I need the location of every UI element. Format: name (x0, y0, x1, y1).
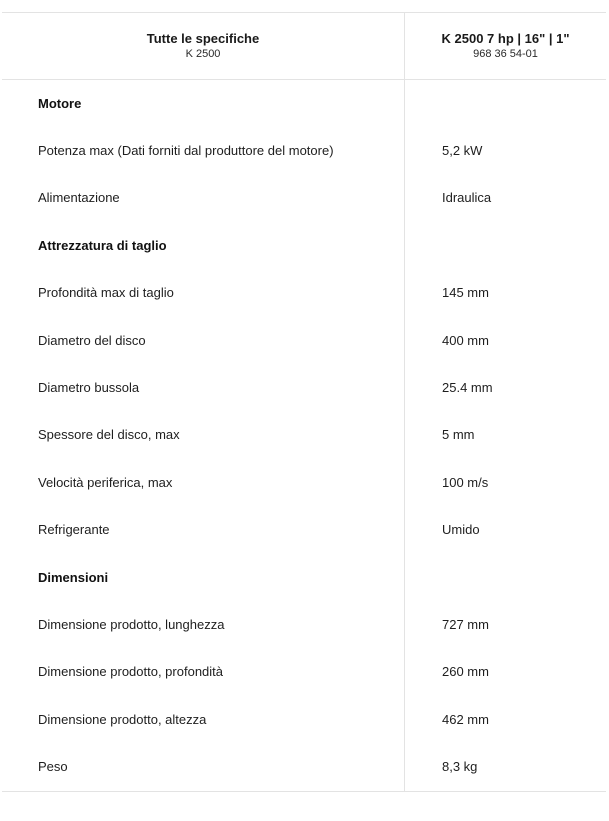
section-heading: Attrezzatura di taglio (38, 237, 167, 253)
table-row (2, 175, 606, 222)
spec-label: Refrigerante (38, 522, 110, 538)
spec-value: 145 mm (442, 285, 489, 301)
spec-label: Alimentazione (38, 190, 120, 206)
product-code: 968 36 54-01 (473, 48, 538, 60)
spec-label: Profondità max di taglio (38, 285, 174, 301)
section-row-motor (2, 80, 606, 127)
spec-label: Dimensione prodotto, profondità (38, 664, 224, 680)
table-row (2, 270, 606, 317)
spec-value: 25.4 mm (442, 380, 493, 396)
product-name: K 2500 7 hp | 16" | 1" (441, 31, 570, 46)
table-row (2, 317, 606, 364)
spec-value: 8,3 kg (442, 759, 478, 775)
spec-label: Diametro bussola (38, 380, 140, 396)
table-row (2, 507, 606, 554)
spec-label: Peso (38, 759, 68, 775)
section-row-dimensions (2, 554, 606, 601)
table-row (2, 649, 606, 696)
table-row (2, 743, 606, 790)
table-row (2, 127, 606, 174)
spec-label: Diametro del disco (38, 332, 146, 348)
table-row (2, 364, 606, 411)
spec-label: Potenza max (Dati forniti dal produttore del motore) (38, 143, 334, 159)
spec-value: 727 mm (442, 616, 489, 632)
spec-value: 400 mm (442, 332, 489, 348)
spec-value: 260 mm (442, 664, 489, 680)
header-cell-product (405, 13, 606, 79)
spec-table-body (2, 80, 606, 791)
section-row-cutting-equipment (2, 222, 606, 269)
table-bottom-divider (2, 791, 606, 792)
section-heading: Motore (38, 95, 82, 111)
spec-label: Velocità periferica, max (38, 474, 173, 490)
spec-label: Dimensione prodotto, lunghezza (38, 616, 225, 632)
spec-label: Dimensione prodotto, altezza (38, 711, 207, 727)
table-row (2, 459, 606, 506)
spec-label: Spessore del disco, max (38, 427, 180, 443)
spec-value: 5 mm (442, 427, 475, 443)
column-divider (404, 80, 405, 791)
header-title: Tutte le specifiche (146, 31, 260, 46)
section-heading: Dimensioni (38, 569, 109, 585)
header-cell-all-specs (2, 13, 405, 79)
spec-table (2, 12, 606, 791)
table-row (2, 696, 606, 743)
spec-table-header (2, 13, 606, 80)
spec-value: 5,2 kW (442, 143, 483, 159)
spec-value: Umido (442, 522, 480, 538)
table-row (2, 601, 606, 648)
table-row (2, 412, 606, 459)
spec-value: 462 mm (442, 711, 489, 727)
spec-value: 100 m/s (442, 474, 489, 490)
spec-value: Idraulica (442, 190, 492, 206)
header-subtitle: K 2500 (185, 48, 221, 60)
